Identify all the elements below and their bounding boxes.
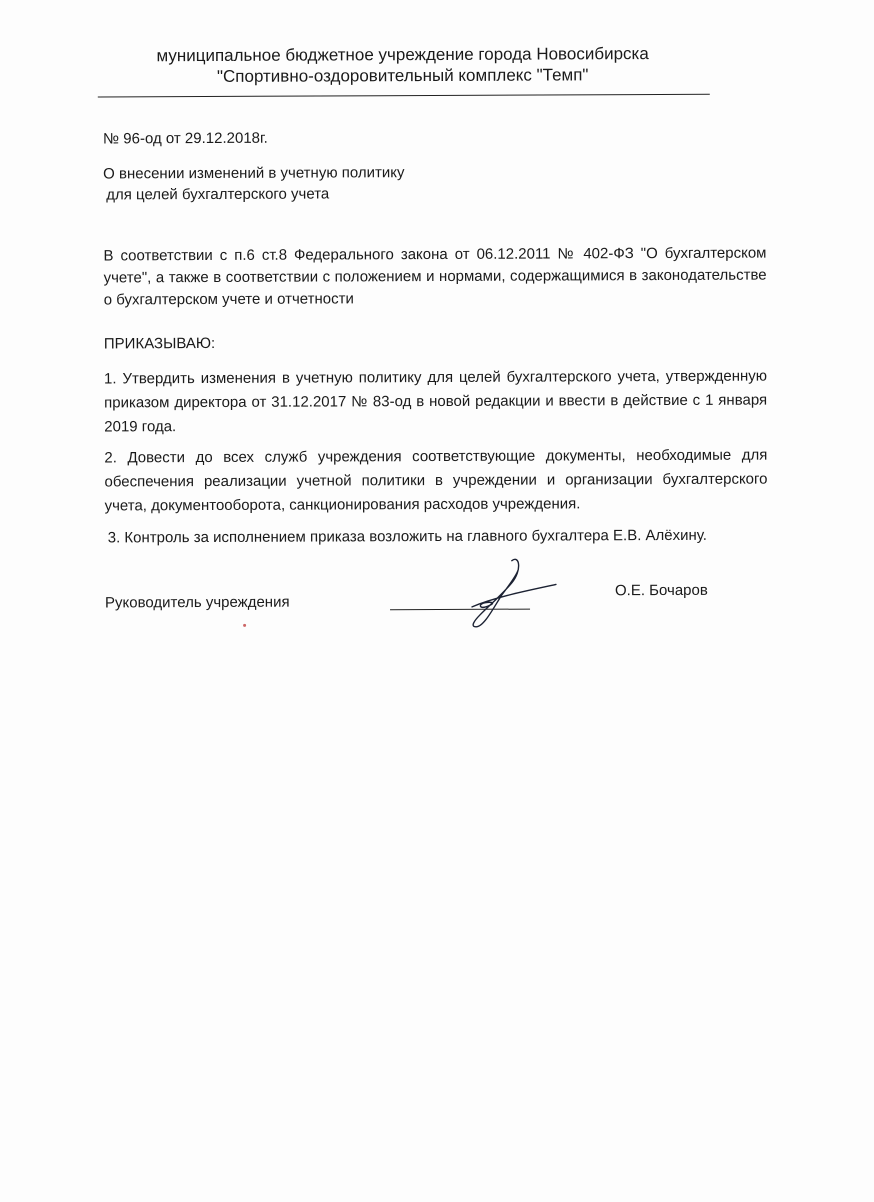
handwritten-signature (450, 554, 560, 629)
order-item-2: 2. Довести до всех служб учреждения соответствующие документы, необходимые для обеспечения реализации учетной политики в учреждении и организации бухгалтерского учета, документооборота, санкционирования расходов учреждения. (104, 446, 768, 515)
scan-speck (243, 624, 246, 627)
signatory-position: Руководитель учреждения (104, 593, 290, 612)
institution-header (128, 43, 678, 87)
header-rule (98, 94, 710, 98)
institution-subname: "Спортивно-оздоровительный комплекс "Темп" (216, 65, 589, 86)
preamble-paragraph: В соответствии с п.6 ст.8 Федерального закона от 06.12.2011 № 402-ФЗ "О бухгалтерском учете", а также в соответствии с положением и нормами, содержащимися в законодательстве о бухгалтерском учете и отчетности (103, 244, 767, 309)
institution-name: муниципальное бюджетное учреждение города Новосибирска (156, 44, 649, 66)
signatory-name: О.Е. Бочаров (614, 581, 708, 600)
order-item-1: 1. Утвердить изменения в учетную политику для целей бухгалтерского учета, утвержденную приказом директора от 31.12.2017 № 83-од в новой редакции и ввести в действие с 1 января 2019 года. (103, 367, 768, 436)
order-subject-line-2: для целей бухгалтерского учета (106, 185, 330, 204)
order-subject-line-1: О внесении изменений в учетную политику (103, 164, 405, 183)
order-number: № 96-од от 29.12.2018г. (102, 129, 268, 148)
order-word: ПРИКАЗЫВАЮ: (103, 334, 216, 353)
order-item-3: 3. Контроль за исполнением приказа возложить на главного бухгалтера Е.В. Алёхину. (107, 526, 707, 547)
